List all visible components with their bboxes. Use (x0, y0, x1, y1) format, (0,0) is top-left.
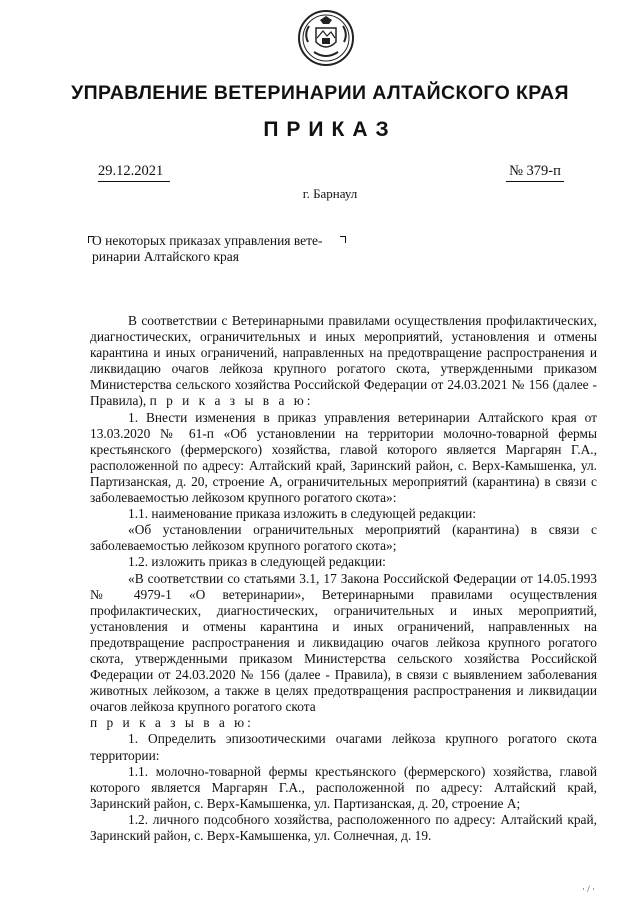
subject-line-2: ринарии Алтайского края (92, 249, 239, 264)
new-preamble-text: «В соответствии со статьями 3.1, 17 Закона Российской Федерации от 14.05.1993 № 4979-1 «О ветеринарии», Ветеринарными правилами осуществления профилактических, диагностических, ограничительных и иных мероприятий, установления и отмены карантина и иных ограничений, направленных на предотвращение распространения и ликвидацию очагов лейкоза крупного рогатого скота, утвержденными приказом Министерства сельского хозяйства Российской Федерации от 24.03.2020 № 156 (далее - Правила), в связи с выявлением заболевания животных лейкозом, а также в целях предотвращения распространения и ликвидации очагов лейкоза крупного рогатого скота (90, 570, 597, 715)
paragraph-item-1-2: 1.2. изложить приказ в следующей редакции: (128, 554, 386, 570)
order-word: п р и к а з ы в а ю: (149, 393, 314, 409)
paragraph-preamble (90, 313, 597, 410)
paragraph-new-item-1-1: 1.1. молочно-товарной фермы крестьянского (фермерского) хозяйства, главой которого является Маргарян Г.А., расположенной по адресу: Алтайский край, Заринский район, с. Верх-Камышенка, ул. Партизанская, д. 20, строение А; (90, 763, 597, 811)
document-date: 29.12.2021 (98, 163, 170, 182)
document-body (90, 313, 597, 844)
paragraph-new-preamble (90, 571, 597, 732)
organization-title: УПРАВЛЕНИЕ ВЕТЕРИНАРИИ АЛТАЙСКОГО КРАЯ (71, 82, 569, 104)
document-number: № 379-п (506, 163, 564, 182)
preamble-text: В соответствии с Ветеринарными правилами осуществления профилактических, диагностических, ограничительных и иных мероприятий, установления и отмены карантина и иных ограничений, направленных на предотвращение распространения и ликвидацию очагов лейкоза крупного рогатого скота, утвержденными приказом Министерства сельского хозяйства Российской Федерации от 24.03.2021 № 156 (далее - Правила), (90, 313, 597, 409)
document-type: ПРИКАЗ (263, 118, 397, 141)
paragraph-item-1: 1. Внести изменения в приказ управления ветеринарии Алтайского края от 13.03.2020 № 61-п «Об установлении на территории молочно-товарной фермы крестьянского (фермерского) хозяйства, главой которого является Маргарян Г.А., расположенной по адресу: Алтайский край, Заринский район, с. Верх-Камышенка, ул. Партизанская, д. 20, строение А, ограничительных мероприятий (карантина) в связи с заболеваемостью лейкозом крупного рогатого скота»: (90, 409, 597, 506)
coat-of-arms-icon (296, 8, 356, 68)
paragraph-new-title: «Об установлении ограничительных мероприятий (карантина) в связи с заболеваемостью лейкозом крупного рогатого скота»; (90, 522, 597, 554)
document-subject (92, 233, 362, 265)
order-word-2: п р и к а з ы в а ю: (90, 715, 254, 731)
subject-line-1: О некоторых приказах управления вете- (92, 233, 323, 248)
page-mark: · / · (582, 884, 595, 894)
document-city: г. Барнаул (302, 186, 358, 201)
paragraph-new-item-1-2: 1.2. личного подсобного хозяйства, расположенного по адресу: Алтайский край, Заринский район, с. Верх-Камышенка, ул. Солнечная, д. 19. (90, 811, 597, 843)
paragraph-new-item-1: 1. Определить эпизоотическими очагами лейкоза крупного рогатого скота территории: (90, 731, 597, 763)
paragraph-item-1-1: 1.1. наименование приказа изложить в следующей редакции: (128, 506, 477, 522)
